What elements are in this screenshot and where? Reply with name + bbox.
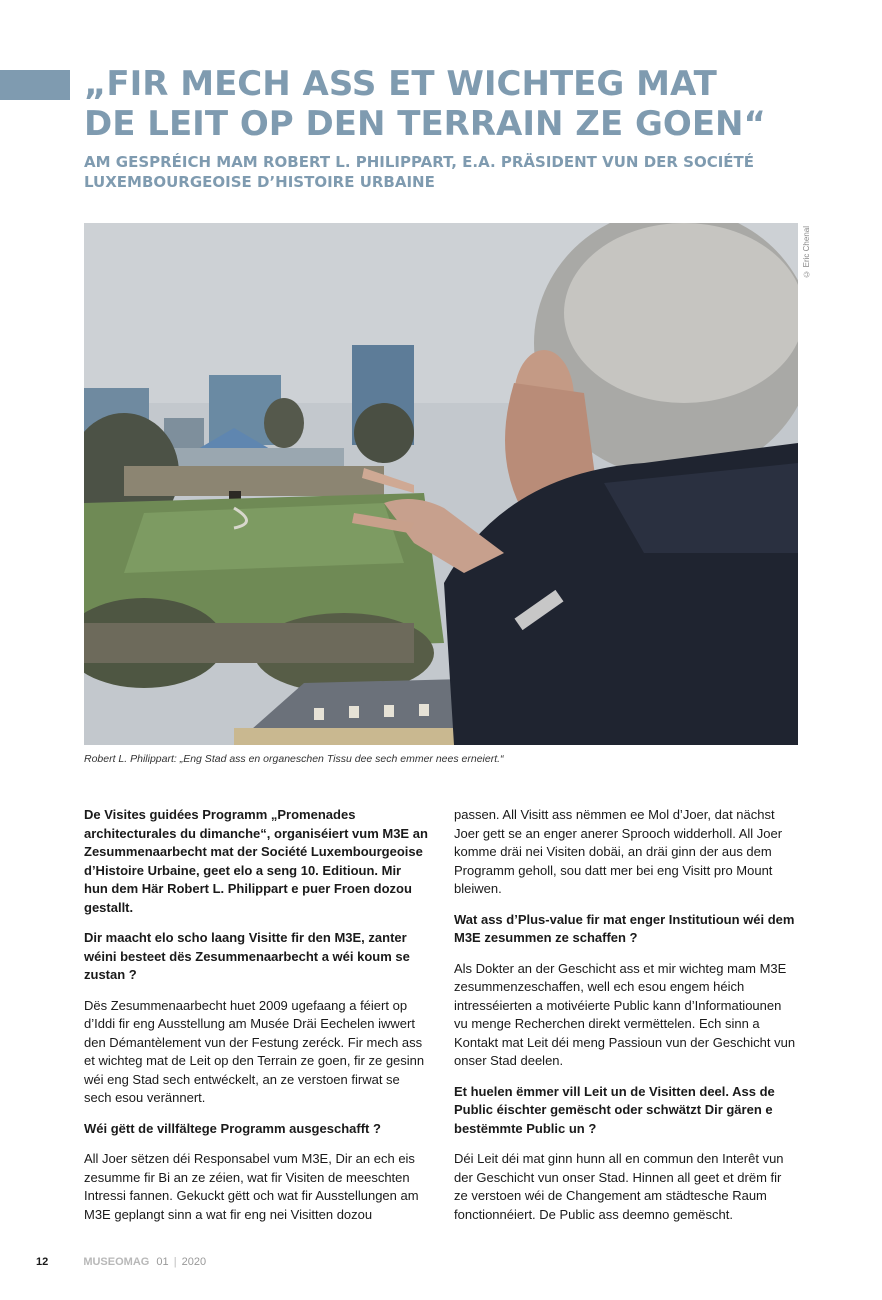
subtitle-line-1: AM GESPRÉICH MAM ROBERT L. PHILIPPART, E.A. PRÄSIDENT VUN DER SOCIÉTÉ [84, 153, 755, 171]
subtitle-line-2: LUXEMBOURGEOISE D’HISTOIRE URBAINE [84, 173, 435, 191]
right-column [454, 806, 798, 1236]
page-number: 12 [36, 1256, 49, 1268]
article-title [84, 64, 864, 144]
answer-3: Als Dokter an der Geschicht ass et mir wichteg mam M3E zesummenzeschaffen, well ech esou engem héich intresséierten a motivéierte Public kann d’Informatiounen vu menge Recherchen direkt vermëttelen. Ech sinn a Kontakt mat Leit déi meng Passioun vun der Geschicht vun onser Stad deelen. [454, 960, 796, 1068]
photo-credit: © Eric Chenal [802, 226, 811, 279]
footer-separator: | [173, 1256, 177, 1268]
answer-2-continued: passen. All Visitt ass nëmmen ee Mol d’Joer, dat nächst Joer gett se an enger anerer Sprooch widderholl. All Joer komme dräi nei Visiten dobäi, an dräi ginn der aus dem Programm geholl, sou datt mer bei eng Visitt pro Mount bleiwen. [454, 807, 783, 896]
magazine-name: MUSEOMAG [83, 1256, 150, 1268]
question-4: Et huelen ëmmer vill Leit un de Visitten deel. Ass de Public éischter gemëscht oder schwätzt Dir gären e bestëmmte Public un ? [454, 1083, 775, 1136]
answer-4: Déi Leit déi mat ginn hunn all en commun den Interêt vun der Geschicht vun onser Stad. Hinnen all geet et drëm fir ze verstoen wéi de Changement am städtesche Raum fonctionnéiert. De Public ass deemno gemëscht. [454, 1151, 784, 1222]
issue-year: 2020 [181, 1256, 207, 1268]
intro-paragraph: De Visites guidées Programm „Promenades architecturales du dimanche“, organiséiert vum M3E an Zesummenaarbecht mat der Société Luxembourgeoise d’Histoire Urbaine, geet elo a seng 10. Editioun. Mir hun dem Här Robert L. Philippart e puer Froen dozou gestallt. [84, 807, 428, 915]
question-1: Dir maacht elo scho laang Visitte fir den M3E, zanter wéini besteet dës Zesummenaarbecht a wéi koum se zustan ? [84, 930, 410, 982]
issue-number: 01 [156, 1256, 169, 1268]
answer-1: Dës Zesummenaarbecht huet 2009 ugefaang a féiert op d’Iddi fir eng Ausstellung am Musée Dräi Eechelen iwwert den Démantèlement vun der Festung zeréck. Fir mech ass et wichteg mat de Leit op den Terrain ze goen, fir ze gesinn wéi eng Stad sech entwéckelt, an ze verstoen firwat se sech esou verännert. [84, 997, 425, 1105]
accent-bar [0, 70, 70, 100]
photo-caption: Robert L. Philippart: „Eng Stad ass en organeschen Tissu dee sech emmer nees erneiert.“ [84, 753, 504, 765]
answer-2: All Joer sëtzen déi Responsabel vum M3E, Dir an ech eis zesumme fir Bi an ze zéien, wat fir Visiten de meeschten Intressi fannen. Gekuckt gëtt och wat fir Ausstellungen am M3E geplangt sinn a wat fir eng nei Visitten dozou [84, 1151, 419, 1222]
left-column [84, 806, 428, 1236]
article-subtitle [84, 152, 864, 192]
article-photo [84, 223, 798, 745]
title-line-1: „FIR MECH ASS ET WICHTEG MAT [84, 64, 717, 104]
title-line-2: DE LEIT OP DEN TERRAIN ZE GOEN“ [84, 104, 766, 144]
photo-illustration [84, 223, 798, 745]
page-footer [36, 1256, 206, 1268]
question-3: Wat ass d’Plus-value fir mat enger Institutioun wéi dem M3E zesummen ze schaffen ? [454, 911, 795, 945]
question-2: Wéi gëtt de villfältege Programm ausgeschafft ? [84, 1120, 381, 1136]
